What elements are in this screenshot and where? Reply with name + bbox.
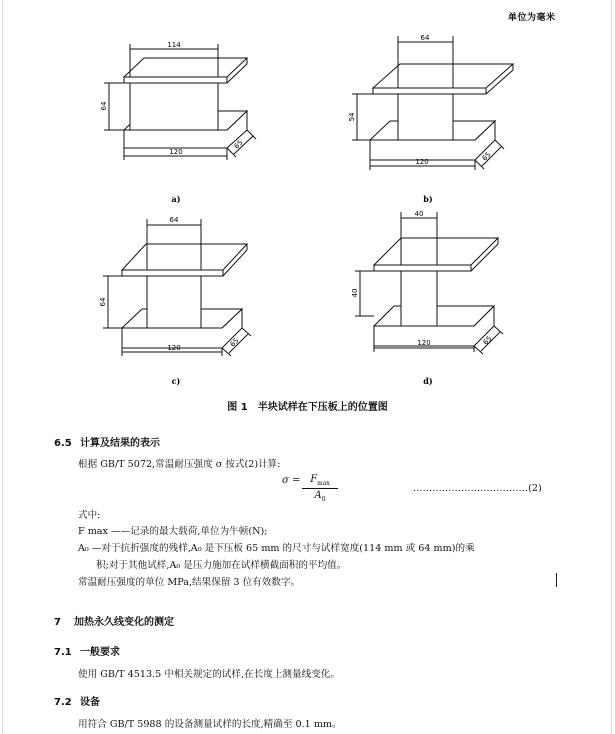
formula-numerator	[302, 474, 338, 487]
figure-c	[103, 219, 251, 356]
dim-b-base-depth: 65	[480, 150, 493, 163]
dim-a-height: 64	[100, 101, 108, 111]
formula-fraction	[302, 474, 338, 503]
figure-caption-text: 半块试样在下压板上的位置图	[257, 402, 388, 413]
denominator-symbol: A	[314, 490, 322, 501]
figure-d	[355, 212, 503, 354]
figure-a	[104, 44, 256, 160]
definition-a0-line2: 积;对于其他试样,A₀ 是压力施加在试样横截面积的平均值。	[96, 560, 347, 571]
dim-b-base-width: 120	[415, 158, 429, 166]
section-title: 加热永久线变化的测定	[74, 617, 174, 628]
paragraph-7-1: 使用 GB/T 4513.5 中相关规定的试样,在长度上测量线变化。	[78, 669, 340, 680]
section-7-heading	[54, 613, 174, 628]
section-number: 7.2	[54, 697, 72, 708]
dim-d-base-width: 120	[417, 339, 431, 347]
section-7-1-heading	[54, 643, 120, 658]
dim-b-top-width: 64	[420, 34, 430, 42]
section-number: 6.5	[54, 438, 72, 449]
dim-d-height: 40	[351, 288, 359, 298]
dim-a-base-width: 120	[169, 148, 183, 156]
paragraph-7-2: 用符合 GB/T 5988 的设备测量试样的长度,精确至 0.1 mm。	[78, 719, 342, 730]
fraction-bar	[302, 488, 338, 489]
section-7-2-heading	[54, 693, 100, 708]
figure-d-label: d)	[423, 376, 433, 386]
denominator-subscript: 0	[321, 496, 326, 503]
section-6-5-heading	[54, 434, 160, 449]
numerator-symbol: F	[310, 474, 318, 485]
dim-a-top-width: 114	[167, 41, 181, 49]
intro-paragraph: 根据 GB/T 5072,常温耐压强度 σ 按式(2)计算:	[78, 459, 281, 470]
where-label: 式中:	[78, 510, 101, 521]
dim-d-base-depth: 65	[481, 334, 494, 347]
figure-b	[352, 36, 513, 170]
formula-lhs: σ =	[282, 475, 301, 486]
equation-number: ………………………………(2)	[413, 483, 542, 494]
dim-c-base-width: 120	[167, 344, 181, 352]
section-title: 计算及结果的表示	[80, 438, 160, 449]
numerator-subscript: max	[317, 480, 330, 487]
dim-b-height: 54	[348, 112, 356, 122]
figure-caption	[0, 398, 615, 413]
figure-c-label: c)	[171, 376, 181, 386]
definition-a0-line1: A₀ —对于抗折强度的残样,A₀ 是下压板 65 mm 的尺寸与试样宽度(114 mm 或 64 mm)的乘	[78, 543, 475, 554]
dim-c-top-width: 64	[169, 216, 179, 224]
dim-c-base-depth: 65	[228, 336, 241, 349]
dim-c-height: 64	[99, 297, 107, 307]
text-cursor	[556, 573, 557, 587]
formula-denominator	[302, 490, 338, 503]
dim-d-top-width: 40	[414, 210, 424, 218]
unit-paragraph: 常温耐压强度的单位 MPa,结果保留 3 位有效数字。	[78, 577, 301, 588]
figure-caption-number: 图 1	[227, 402, 248, 413]
dim-a-base-depth: 65	[232, 138, 245, 151]
figure-b-label: b)	[423, 194, 433, 204]
figure-a-label: a)	[171, 194, 181, 204]
section-title: 一般要求	[80, 647, 120, 658]
definition-fmax: F max ——记录的最大载荷,单位为牛顿(N);	[78, 526, 268, 537]
section-number: 7	[54, 617, 61, 628]
section-number: 7.1	[54, 647, 72, 658]
section-title: 设备	[80, 697, 100, 708]
unit-note: 单位为毫米	[508, 13, 556, 23]
